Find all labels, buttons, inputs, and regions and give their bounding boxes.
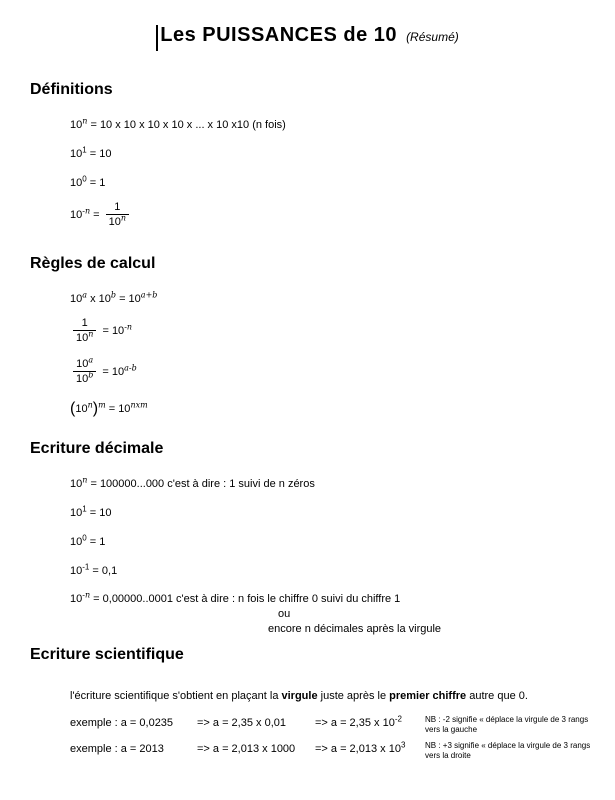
- example-row: [70, 715, 605, 735]
- example-step: => a = 2,013 x 1000: [197, 743, 296, 756]
- paragraph: l'écriture scientifique s'obtient en plaçant la virgule juste après le premier chiffre autre que 0.: [70, 690, 528, 703]
- example-note: NB : +3 signifie « déplace la virgule de 3 rangs vers la droite: [425, 741, 591, 761]
- formula-continuation: ou: [278, 608, 291, 621]
- formula-line: $10^n = 10$ x 10 x 10 x 10 x ... x 10 x10 (n fois): [70, 116, 286, 132]
- formula-line: $10^1 = 10$: [70, 504, 112, 520]
- example-step: => a = 2,35 x 0,01: [197, 717, 286, 730]
- formula-line: $\frac{10^a}{10^b}$ = $10^{a-b}$: [70, 358, 615, 386]
- formula-line: $10^{-1} = 0,1$: [70, 562, 118, 578]
- example-label: exemple : a = 0,0235: [70, 717, 174, 730]
- section-heading-decimale: Ecriture décimale: [30, 440, 164, 458]
- examples-block: [70, 715, 605, 761]
- document-title: [0, 22, 615, 51]
- formula-continuation: encore n décimales après la virgule: [268, 623, 442, 636]
- section-heading-regles: Règles de calcul: [30, 255, 156, 273]
- formula-line: $\frac{1}{10^n}$ = $10^{-n}$: [70, 317, 615, 345]
- example-result: => a = 2,013 x $10^3$: [315, 740, 406, 756]
- page-title: Les PUISSANCES de 10: [160, 24, 397, 46]
- example-note: NB : -2 signifie « déplace la virgule de 3 rangs vers la gauche: [425, 715, 589, 735]
- page-title-suffix: (Résumé): [406, 30, 459, 44]
- formula-line: $10^1 = 10$: [70, 145, 112, 161]
- formula-line: $10^0 = 1$: [70, 533, 106, 549]
- formula-line: $10^0 = 1$: [70, 174, 106, 190]
- example-row: [70, 741, 605, 761]
- text-cursor-bar: [156, 25, 158, 51]
- example-result: => a = 2,35 x $10^{-2}$: [315, 714, 402, 730]
- formula-line: $10^n = 100000...000$ c'est à dire : 1 suivi de n zéros: [70, 475, 315, 491]
- formula-line: $(10^n)^m = 10^{nxm}$: [70, 400, 148, 418]
- section-heading-scientifique: Ecriture scientifique: [30, 646, 184, 664]
- formula-line: $10^{-n} = 0,00000..0001$ c'est à dire : n fois le chiffre 0 suivi du chiffre 1: [70, 590, 401, 606]
- section-heading-definitions: Définitions: [30, 81, 113, 99]
- formula-line: 10$^a$ x $10^b = 10^{a+b}$: [70, 290, 158, 306]
- formula-line: $10^{-n}$ = $\frac{1}{10^n}$: [70, 201, 615, 229]
- example-label: exemple : a = 2013: [70, 743, 164, 756]
